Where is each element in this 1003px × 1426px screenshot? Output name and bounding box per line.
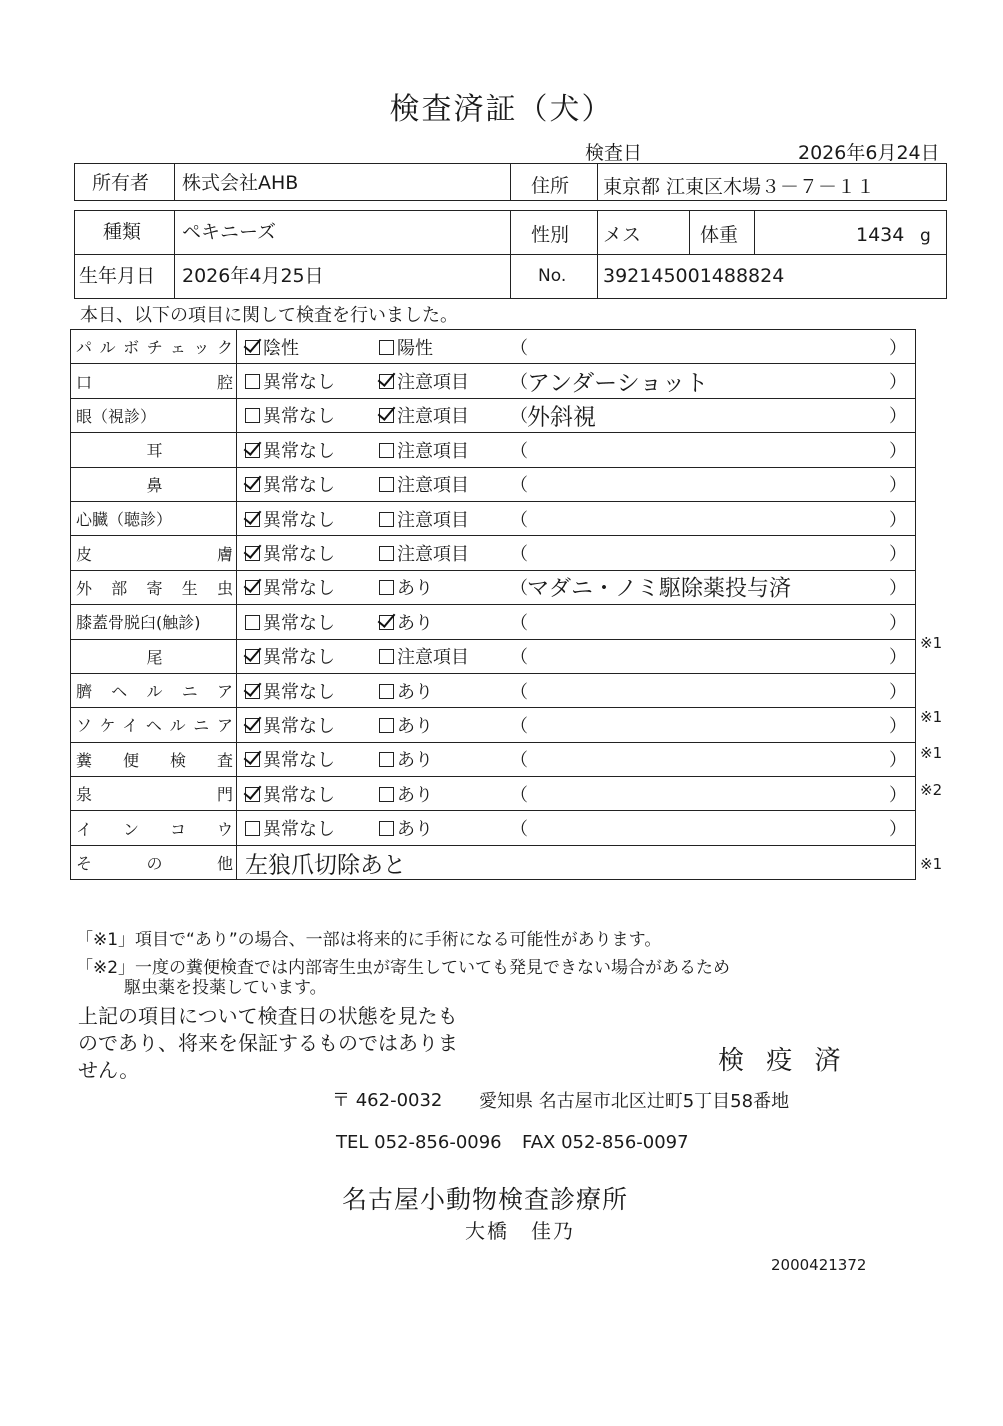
empty-box-icon[interactable] <box>379 443 394 458</box>
owner-value: 株式会社AHB <box>182 172 299 194</box>
empty-box-icon[interactable] <box>379 340 394 355</box>
checked-box-icon[interactable] <box>379 374 394 389</box>
checked-box-icon[interactable] <box>245 649 260 664</box>
paren-close: ） <box>889 612 907 634</box>
paren-close: ） <box>889 509 907 531</box>
exam-row <box>71 708 916 742</box>
paren-close: ） <box>889 819 907 841</box>
exam-item-label: 鼻 <box>71 467 237 501</box>
checked-box-icon[interactable] <box>245 512 260 527</box>
paren-close: ） <box>889 750 907 772</box>
option-label: 異常なし <box>263 544 335 566</box>
option-1-checkbox[interactable] <box>245 540 335 566</box>
empty-box-icon[interactable] <box>245 615 260 630</box>
exam-item-label: 心臓（聴診） <box>71 501 237 535</box>
empty-box-icon[interactable] <box>379 718 394 733</box>
footnote-1: 「※1」項目で“あり”の場合、一部は将来的に手術になる可能性があります。 <box>76 930 662 950</box>
option-label: 注意項目 <box>397 440 469 462</box>
exam-date: 2026年6月24日 <box>798 142 940 164</box>
paren-open: （ <box>510 440 528 462</box>
footnote-mark: ※2 <box>920 781 943 800</box>
sex-label: 性別 <box>531 224 570 246</box>
footnote-mark: ※1 <box>920 855 943 874</box>
paren-open: （ <box>510 612 528 634</box>
exam-item-label: ソケイヘルニア <box>71 708 237 742</box>
empty-box-icon[interactable] <box>379 512 394 527</box>
option-2-checkbox[interactable] <box>379 815 433 841</box>
exam-date-label: 検査日 <box>585 142 643 164</box>
option-label: 異常なし <box>263 475 335 497</box>
paren-open: （ <box>510 406 528 428</box>
exam-row <box>71 605 916 639</box>
option-label: 陽性 <box>397 337 433 359</box>
number-value: 392145001488824 <box>603 265 785 287</box>
option-label: 異常なし <box>263 612 335 634</box>
checked-box-icon[interactable] <box>245 718 260 733</box>
option-1-checkbox[interactable] <box>245 781 335 807</box>
exam-note: 外斜視 <box>527 404 596 431</box>
option-1-checkbox[interactable] <box>245 402 335 428</box>
paren-close: ） <box>889 715 907 737</box>
option-2-checkbox[interactable] <box>379 712 433 738</box>
option-2-checkbox[interactable] <box>379 437 469 463</box>
exam-item-label: パルボチェック <box>71 330 237 364</box>
exam-item-label: 口腔 <box>71 364 237 398</box>
paren-close: ） <box>889 681 907 703</box>
paren-open: （ <box>510 715 528 737</box>
paren-open: （ <box>510 784 528 806</box>
option-2-checkbox[interactable] <box>379 368 469 394</box>
option-1-checkbox[interactable] <box>245 678 335 704</box>
option-label: 異常なし <box>263 715 335 737</box>
paren-close: ） <box>889 440 907 462</box>
option-label: あり <box>397 784 433 806</box>
checked-box-icon[interactable] <box>245 477 260 492</box>
checked-box-icon[interactable] <box>245 752 260 767</box>
option-1-checkbox[interactable] <box>245 368 335 394</box>
option-label: 注意項目 <box>397 544 469 566</box>
option-label: あり <box>397 750 433 772</box>
empty-box-icon[interactable] <box>379 787 394 802</box>
exam-row <box>71 570 916 604</box>
clinic-address: 愛知県 名古屋市北区辻町5丁目58番地 <box>479 1091 790 1112</box>
exam-row <box>71 673 916 707</box>
checked-box-icon[interactable] <box>245 580 260 595</box>
empty-box-icon[interactable] <box>379 752 394 767</box>
option-1-checkbox[interactable] <box>245 334 299 360</box>
paren-open: （ <box>510 750 528 772</box>
paren-close: ） <box>889 647 907 669</box>
paren-open: （ <box>510 578 528 600</box>
option-label: あり <box>397 819 433 841</box>
empty-box-icon[interactable] <box>379 821 394 836</box>
other-label: その他 <box>71 845 237 879</box>
paren-open: （ <box>510 372 528 394</box>
paren-close: ） <box>889 544 907 566</box>
exam-item-label: 耳 <box>71 433 237 467</box>
paren-open: （ <box>510 509 528 531</box>
breed-label: 種類 <box>103 221 142 243</box>
weight-value: 1434 <box>856 224 905 246</box>
footnote-2-line2: 駆虫薬を投薬しています。 <box>124 978 327 998</box>
footnote-mark: ※1 <box>920 744 943 763</box>
breed-value: ペキニーズ <box>182 221 277 243</box>
exam-item-label: 尾 <box>71 639 237 673</box>
option-1-checkbox[interactable] <box>245 574 335 600</box>
option-1-checkbox[interactable] <box>245 471 335 497</box>
option-label: あり <box>397 612 433 634</box>
footnote-mark: ※1 <box>920 633 943 652</box>
empty-box-icon[interactable] <box>379 684 394 699</box>
paren-open: （ <box>510 337 528 359</box>
empty-box-icon[interactable] <box>245 374 260 389</box>
document-title: 検査済証（犬） <box>389 92 614 127</box>
footnote-2-line1: 「※2」一度の糞便検査では内部寄生虫が寄生していても発見できない場合があるため <box>76 958 731 978</box>
option-2-checkbox[interactable] <box>379 402 469 428</box>
checked-box-icon[interactable] <box>245 546 260 561</box>
option-label: 注意項目 <box>397 372 469 394</box>
quarantine-label: 検 疫 済 <box>718 1046 848 1076</box>
option-label: あり <box>397 715 433 737</box>
disclaimer: 上記の項目について検査日の状態を見たものであり、将来を保証するものではありません。 <box>78 1004 458 1082</box>
option-label: あり <box>397 578 433 600</box>
exam-table <box>70 329 916 880</box>
paren-close: ） <box>889 784 907 806</box>
doctor-name: 大橋 佳乃 <box>465 1219 575 1243</box>
option-1-checkbox[interactable] <box>245 643 335 669</box>
option-label: 異常なし <box>263 406 335 428</box>
checked-box-icon[interactable] <box>245 787 260 802</box>
exam-row <box>71 364 916 398</box>
footnote-mark: ※1 <box>920 707 943 726</box>
option-label: 注意項目 <box>397 475 469 497</box>
exam-row <box>71 777 916 811</box>
other-note: 左狼爪切除あと <box>245 852 406 879</box>
option-2-checkbox[interactable] <box>379 334 433 360</box>
exam-note: アンダーショット <box>527 370 709 397</box>
option-label: 注意項目 <box>397 647 469 669</box>
clinic-tel: TEL 052-856-0096 <box>336 1132 502 1153</box>
exam-item-label: インコウ <box>71 811 237 845</box>
exam-row <box>71 742 916 776</box>
paren-close: ） <box>889 475 907 497</box>
weight-unit: g <box>920 226 931 246</box>
checked-box-icon[interactable] <box>245 684 260 699</box>
empty-box-icon[interactable] <box>379 649 394 664</box>
option-2-checkbox[interactable] <box>379 678 433 704</box>
clinic-fax: FAX 052-856-0097 <box>522 1132 689 1153</box>
paren-close: ） <box>889 372 907 394</box>
paren-open: （ <box>510 475 528 497</box>
paren-open: （ <box>510 819 528 841</box>
paren-open: （ <box>510 647 528 669</box>
exam-row <box>71 639 916 673</box>
option-label: 異常なし <box>263 819 335 841</box>
exam-item-label: 臍ヘルニア <box>71 673 237 707</box>
option-1-checkbox[interactable] <box>245 746 335 772</box>
exam-row-other <box>71 845 916 879</box>
exam-row <box>71 536 916 570</box>
option-label: 異常なし <box>263 372 335 394</box>
option-label: 異常なし <box>263 509 335 531</box>
sex-value: メス <box>603 224 642 246</box>
checked-box-icon[interactable] <box>379 408 394 423</box>
option-1-checkbox[interactable] <box>245 609 335 635</box>
option-label: 陰性 <box>263 337 299 359</box>
exam-item-label: 糞便検査 <box>71 742 237 776</box>
exam-item-label: 眼（視診） <box>71 398 237 432</box>
empty-box-icon[interactable] <box>379 546 394 561</box>
option-2-checkbox[interactable] <box>379 574 433 600</box>
option-1-checkbox[interactable] <box>245 815 335 841</box>
address-label: 住所 <box>531 175 570 197</box>
option-1-checkbox[interactable] <box>245 437 335 463</box>
option-1-checkbox[interactable] <box>245 506 335 532</box>
empty-box-icon[interactable] <box>379 580 394 595</box>
option-label: 注意項目 <box>397 509 469 531</box>
option-2-checkbox[interactable] <box>379 781 433 807</box>
birth-label: 生年月日 <box>79 265 156 287</box>
intro-text: 本日、以下の項目に関して検査を行いました。 <box>80 305 458 326</box>
clinic-postal: 〒 462-0032 <box>332 1090 443 1111</box>
address-value: 東京都 江東区木場３－７－１１ <box>603 176 876 198</box>
option-label: あり <box>397 681 433 703</box>
paren-open: （ <box>510 681 528 703</box>
option-1-checkbox[interactable] <box>245 712 335 738</box>
weight-label: 体重 <box>700 224 739 246</box>
exam-row <box>71 501 916 535</box>
paren-close: ） <box>889 406 907 428</box>
checked-box-icon[interactable] <box>245 340 260 355</box>
number-label: No. <box>538 266 567 286</box>
exam-item-label: 外部寄生虫 <box>71 570 237 604</box>
exam-row <box>71 398 916 432</box>
option-2-checkbox[interactable] <box>379 746 433 772</box>
serial-number: 2000421372 <box>771 1256 867 1274</box>
empty-box-icon[interactable] <box>245 821 260 836</box>
paren-open: （ <box>510 544 528 566</box>
option-label: 異常なし <box>263 647 335 669</box>
birth-value: 2026年4月25日 <box>182 265 324 287</box>
option-label: 異常なし <box>263 578 335 600</box>
exam-item-label: 泉門 <box>71 777 237 811</box>
empty-box-icon[interactable] <box>245 408 260 423</box>
option-label: 注意項目 <box>397 406 469 428</box>
exam-item-label: 膝蓋骨脱臼(触診) <box>71 605 237 639</box>
option-2-checkbox[interactable] <box>379 643 469 669</box>
option-2-checkbox[interactable] <box>379 471 469 497</box>
option-label: 異常なし <box>263 750 335 772</box>
clinic-name: 名古屋小動物検査診療所 <box>341 1185 628 1214</box>
exam-note: マダニ・ノミ駆除薬投与済 <box>527 576 792 602</box>
empty-box-icon[interactable] <box>379 477 394 492</box>
checked-box-icon[interactable] <box>379 615 394 630</box>
option-2-checkbox[interactable] <box>379 540 469 566</box>
owner-label: 所有者 <box>92 172 150 194</box>
option-label: 異常なし <box>263 681 335 703</box>
checked-box-icon[interactable] <box>245 443 260 458</box>
exam-row <box>71 330 916 364</box>
exam-row <box>71 811 916 845</box>
option-label: 異常なし <box>263 440 335 462</box>
exam-row <box>71 433 916 467</box>
exam-row <box>71 467 916 501</box>
option-2-checkbox[interactable] <box>379 506 469 532</box>
exam-item-label: 皮膚 <box>71 536 237 570</box>
paren-close: ） <box>889 337 907 359</box>
paren-close: ） <box>889 578 907 600</box>
option-2-checkbox[interactable] <box>379 609 433 635</box>
option-label: 異常なし <box>263 784 335 806</box>
